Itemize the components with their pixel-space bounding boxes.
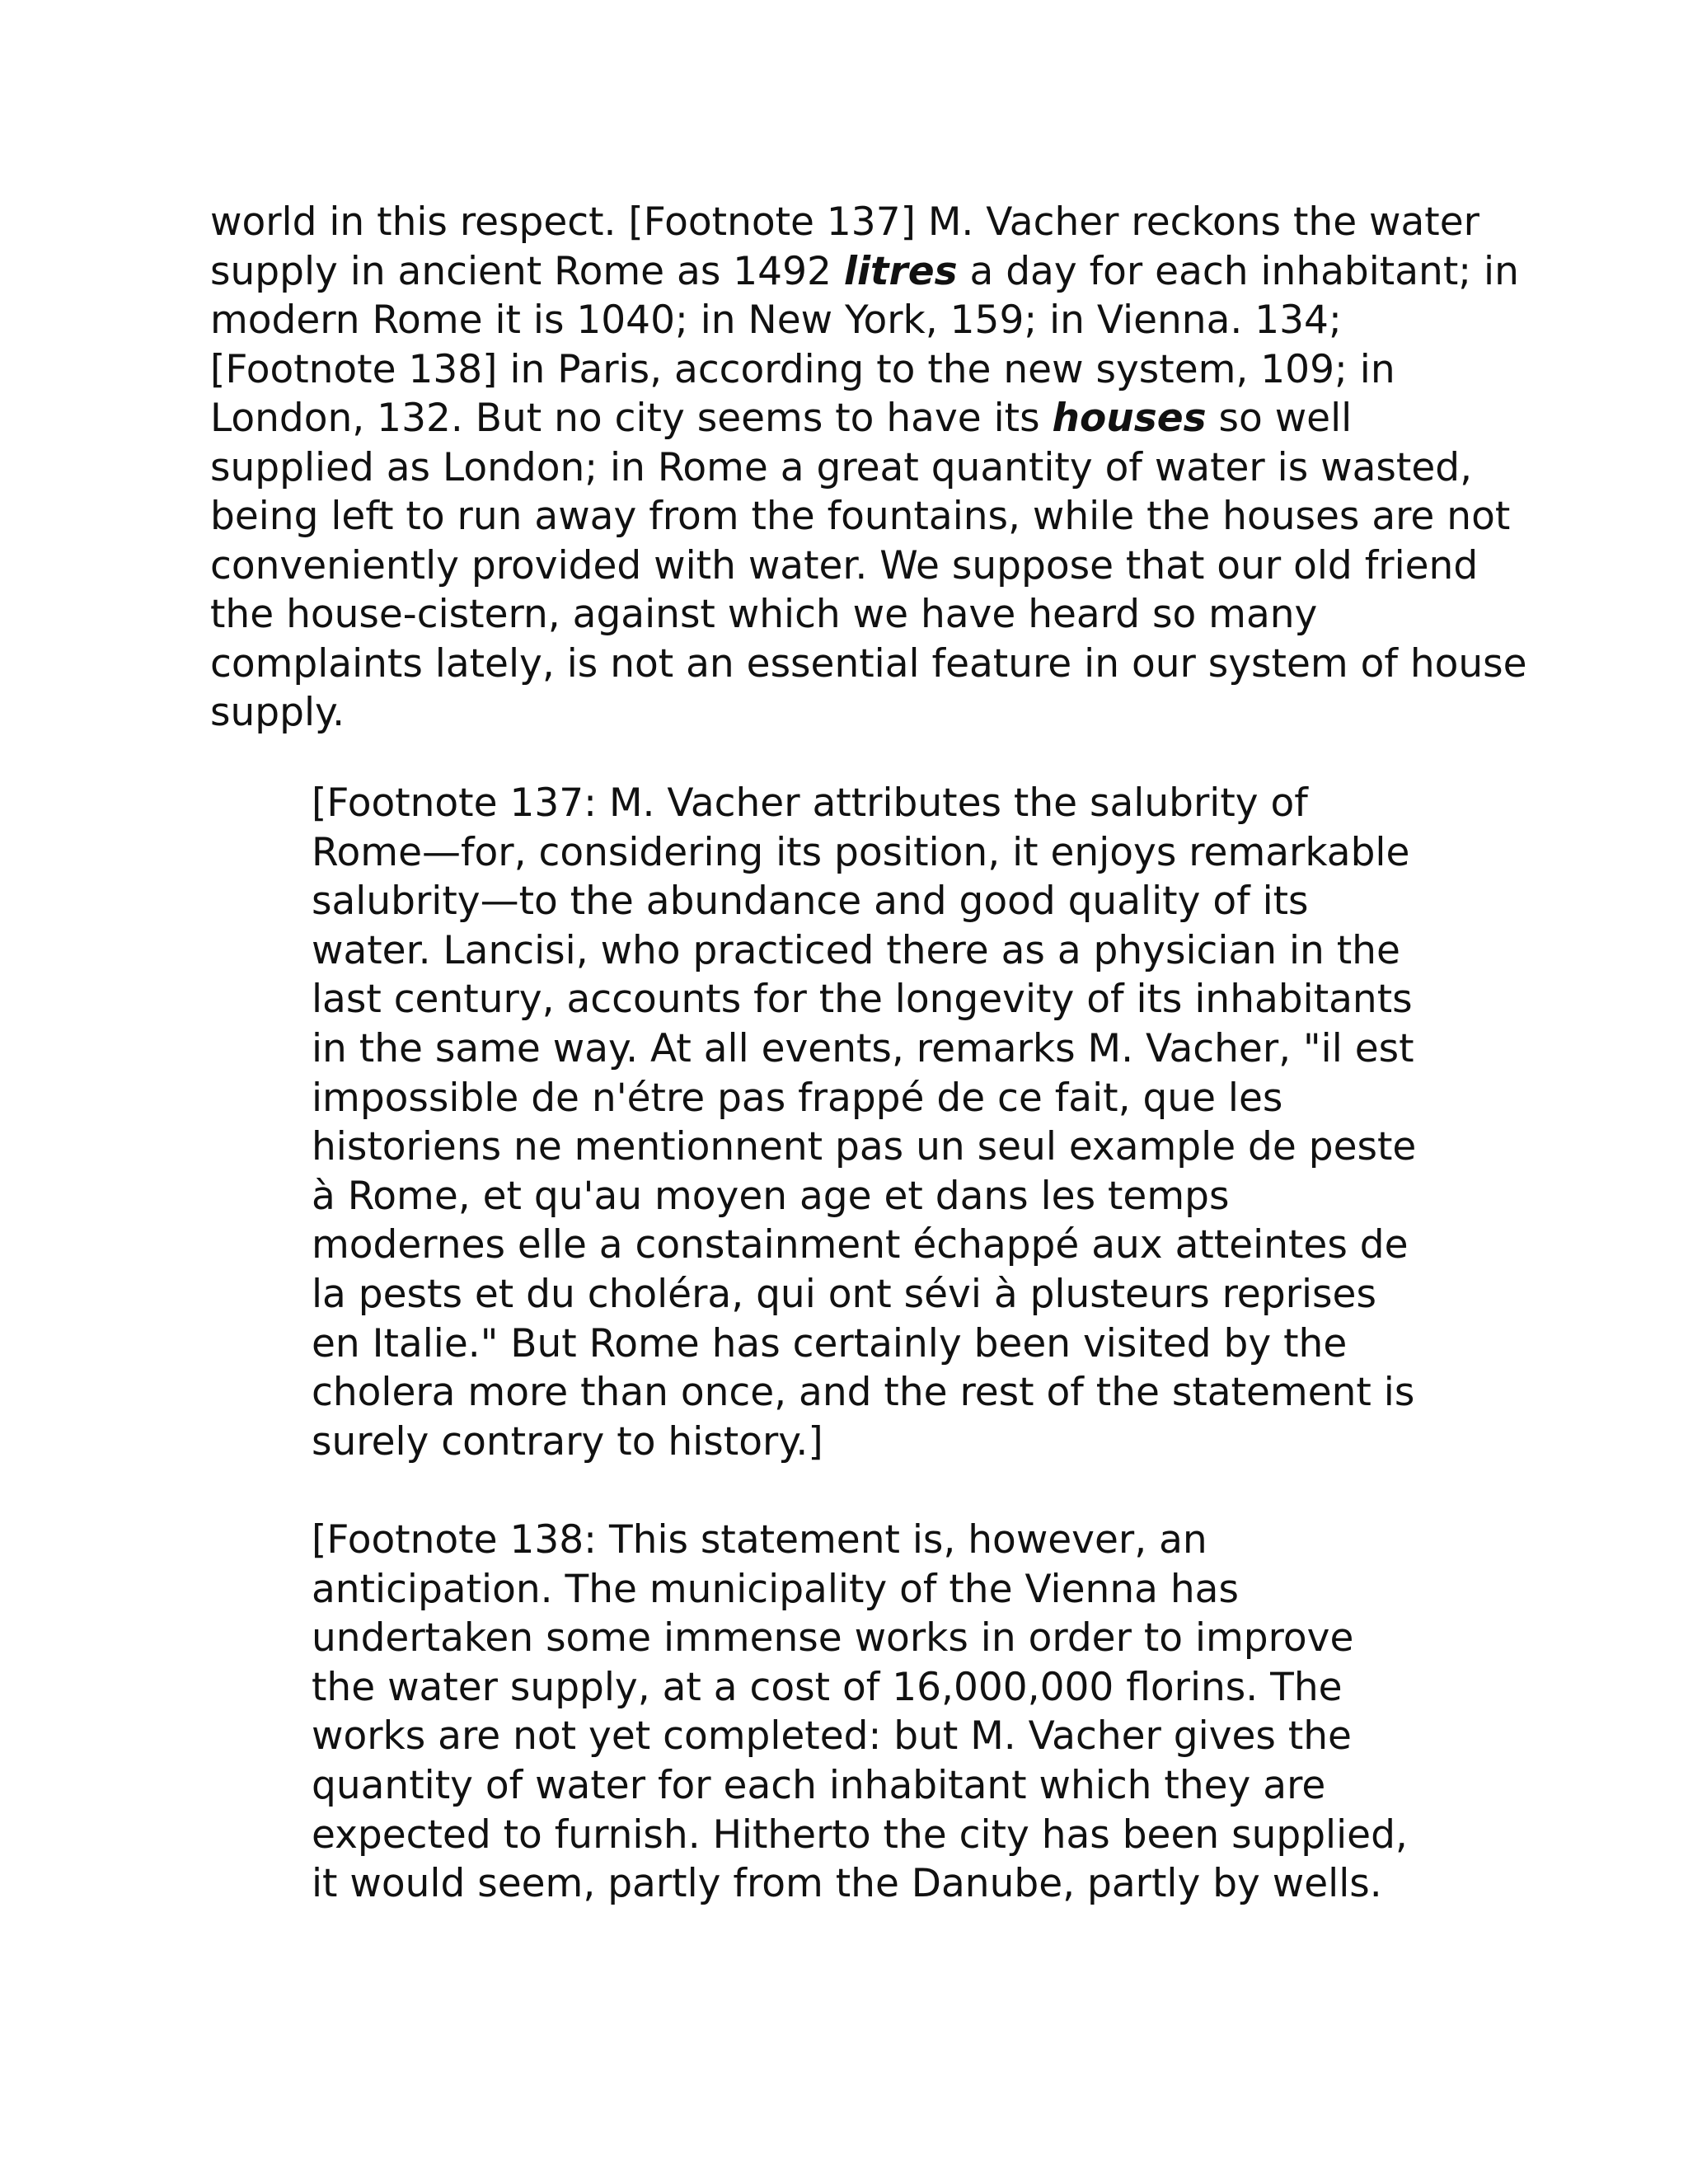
footnote-line: expected to furnish. Hitherto the city has been supplied, [312, 1811, 1408, 1858]
footnote-line: quantity of water for each inhabitant which they are [312, 1762, 1326, 1808]
text-line: conveniently provided with water. We suppose that our old friend [210, 542, 1479, 588]
text-line: complaints lately, is not an essential feature in our system of house [210, 640, 1527, 687]
text-line: supply. [210, 690, 345, 735]
footnote-line: last century, accounts for the longevity of its inhabitants [312, 977, 1413, 1023]
text-line [210, 247, 1529, 297]
text-line: [Footnote 138] in Paris, according to the new system, 109; in [210, 346, 1395, 392]
text-run: so well [1206, 396, 1353, 441]
footnote-line: la pests et du choléra, qui ont sévi à plusteurs reprises [312, 1271, 1376, 1317]
footnote-line: it would seem, partly from the Danube, partly by wells. [312, 1861, 1382, 1907]
footnote-line: à Rome, et qu'au moyen age et dans les temps [312, 1173, 1230, 1219]
text-run: a day for each inhabitant; in [957, 248, 1519, 294]
footnote-line: the water supply, at a cost of 16,000,000 florins. The [312, 1664, 1343, 1710]
text-line: world in this respect. [Footnote 137] M. Vacher reckons the water [210, 199, 1479, 245]
footnote-line: undertaken some immense works in order to improve [312, 1615, 1354, 1661]
footnote-line: works are not yet completed: but M. Vacher gives the [312, 1713, 1352, 1760]
text-line [210, 394, 1529, 443]
footnote-line: en Italie." But Rome has certainly been visited by the [312, 1320, 1348, 1366]
footnote-line: [Footnote 138: This statement is, however, an [312, 1517, 1207, 1563]
text-run: London, 132. But no city seems to have its [210, 396, 1053, 441]
footnote-line: historiens ne mentionnent pas un seul example de peste [312, 1124, 1417, 1170]
emphasis-litres: litres [843, 248, 958, 294]
text-run: supply in ancient Rome as 1492 [210, 248, 844, 294]
text-line: being left to run away from the fountains, while the houses are not [210, 494, 1511, 539]
text-line: the house-cistern, against which we have heard so many [210, 592, 1318, 637]
footnote-line: in the same way. At all events, remarks M. Vacher, "il est [312, 1025, 1414, 1071]
footnote-138 [312, 1516, 1482, 1909]
footnote-line: anticipation. The municipality of the Vienna has [312, 1566, 1239, 1612]
footnote-line: Rome—for, considering its position, it enjoys remarkable [312, 829, 1410, 875]
footnote-line: salubrity—to the abundance and good quality of its [312, 879, 1309, 925]
footnote-line: impossible de n'étre pas frappé de ce fait, que les [312, 1075, 1283, 1121]
footnote-line: [Footnote 137: M. Vacher attributes the salubrity of [312, 780, 1308, 826]
footnote-line: modernes elle a constainment échappé aux atteintes de [312, 1222, 1409, 1268]
footnote-line: cholera more than once, and the rest of the statement is [312, 1370, 1415, 1416]
emphasis-houses: houses [1052, 396, 1207, 441]
footnote-line: surely contrary to history.] [312, 1418, 823, 1465]
main-paragraph [210, 198, 1529, 738]
footnote-line: water. Lancisi, who practiced there as a physician in the [312, 927, 1400, 973]
footnote-137 [312, 779, 1482, 1466]
text-line: supplied as London; in Rome a great quantity of water is wasted, [210, 444, 1473, 490]
text-line: modern Rome it is 1040; in New York, 159; in Vienna. 134; [210, 298, 1342, 343]
